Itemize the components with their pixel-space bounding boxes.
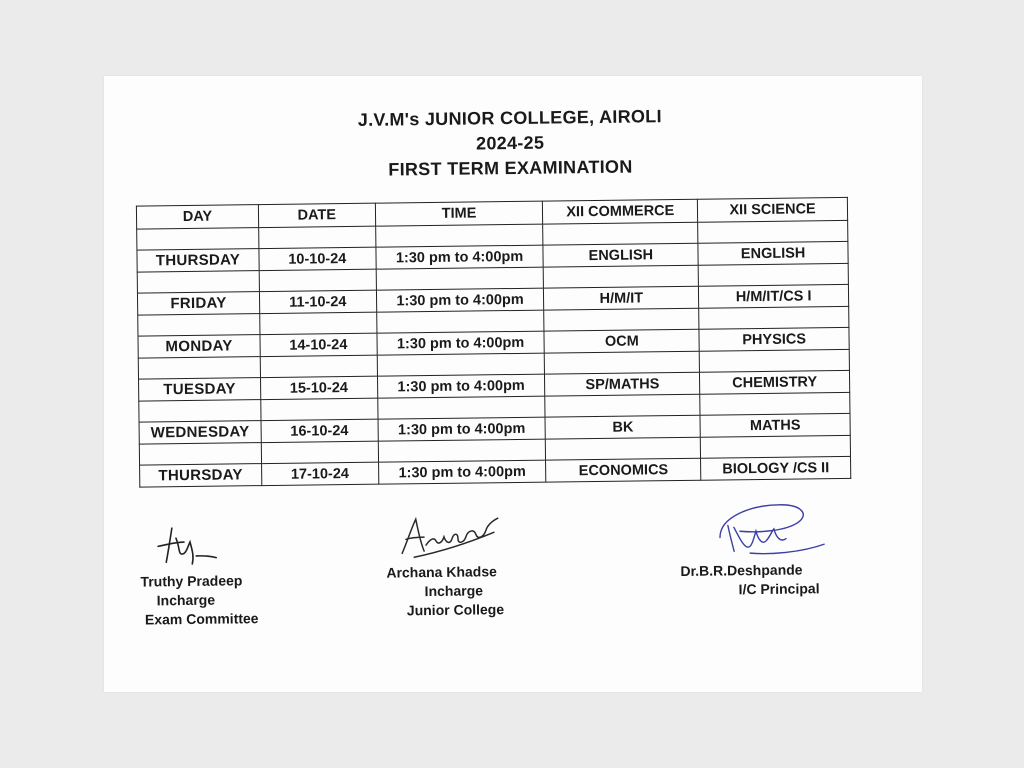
exam-title: FIRST TERM EXAMINATION xyxy=(388,156,633,180)
cell-date: 11-10-24 xyxy=(259,290,376,313)
signature-mark-deshpande xyxy=(710,496,831,563)
cell-time: 1:30 pm to 4:00pm xyxy=(376,245,544,269)
paper-sheet xyxy=(104,76,922,692)
cell-science: MATHS xyxy=(700,413,850,437)
column-header-date: DATE xyxy=(258,203,375,227)
signatory-subrole: Junior College xyxy=(406,601,505,619)
exam-timetable xyxy=(136,197,851,488)
signature-block-junior-college xyxy=(386,562,504,620)
signatory-name: Dr.B.R.Deshpande xyxy=(680,561,803,579)
cell-science: PHYSICS xyxy=(699,327,849,351)
signature-mark-truthy xyxy=(150,520,221,571)
cell-commerce: H/M/IT xyxy=(544,286,699,310)
cell-commerce: ECONOMICS xyxy=(546,458,701,482)
cell-time: 1:30 pm to 4:00pm xyxy=(378,460,546,484)
cell-commerce: SP/MATHS xyxy=(545,372,700,396)
cell-day: THURSDAY xyxy=(137,249,259,272)
signatory-name: Truthy Pradeep xyxy=(140,572,243,590)
column-header-time: TIME xyxy=(375,201,543,226)
signatory-role: Incharge xyxy=(156,591,216,609)
cell-time: 1:30 pm to 4:00pm xyxy=(377,374,545,398)
cell-day: FRIDAY xyxy=(137,292,259,315)
cell-day: TUESDAY xyxy=(139,378,261,401)
cell-day: THURSDAY xyxy=(140,464,262,487)
signature-block-principal xyxy=(680,560,819,600)
column-header-science: XII SCIENCE xyxy=(698,197,848,222)
signatory-name: Archana Khadse xyxy=(386,563,497,581)
cell-commerce: OCM xyxy=(544,329,699,353)
cell-science: ENGLISH xyxy=(698,241,848,265)
cell-date: 14-10-24 xyxy=(260,333,377,356)
signatory-role: Incharge xyxy=(424,582,484,600)
cell-time: 1:30 pm to 4:00pm xyxy=(376,288,544,312)
signatory-subrole: Exam Committee xyxy=(144,610,259,628)
cell-date: 17-10-24 xyxy=(261,462,378,485)
cell-science: BIOLOGY /CS II xyxy=(701,456,851,480)
cell-date: 10-10-24 xyxy=(259,247,376,270)
cell-commerce: BK xyxy=(545,415,700,439)
cell-date: 16-10-24 xyxy=(261,419,378,442)
cell-science: CHEMISTRY xyxy=(700,370,850,394)
cell-day: MONDAY xyxy=(138,335,260,358)
cell-time: 1:30 pm to 4:00pm xyxy=(378,417,546,441)
signature-mark-archana xyxy=(394,508,505,561)
column-header-day: DAY xyxy=(136,205,258,229)
cell-time: 1:30 pm to 4:00pm xyxy=(377,331,545,355)
cell-science: H/M/IT/CS I xyxy=(699,284,849,308)
cell-date: 15-10-24 xyxy=(260,376,377,399)
cell-day: WEDNESDAY xyxy=(139,421,261,444)
college-title: J.V.M's JUNIOR COLLEGE, AIROLI xyxy=(357,106,662,130)
academic-year: 2024-25 xyxy=(475,132,545,154)
document xyxy=(100,71,925,697)
signatory-role: I/C Principal xyxy=(738,580,820,598)
cell-commerce: ENGLISH xyxy=(543,243,698,267)
signature-block-exam-committee xyxy=(140,571,258,629)
column-header-commerce: XII COMMERCE xyxy=(543,199,698,224)
